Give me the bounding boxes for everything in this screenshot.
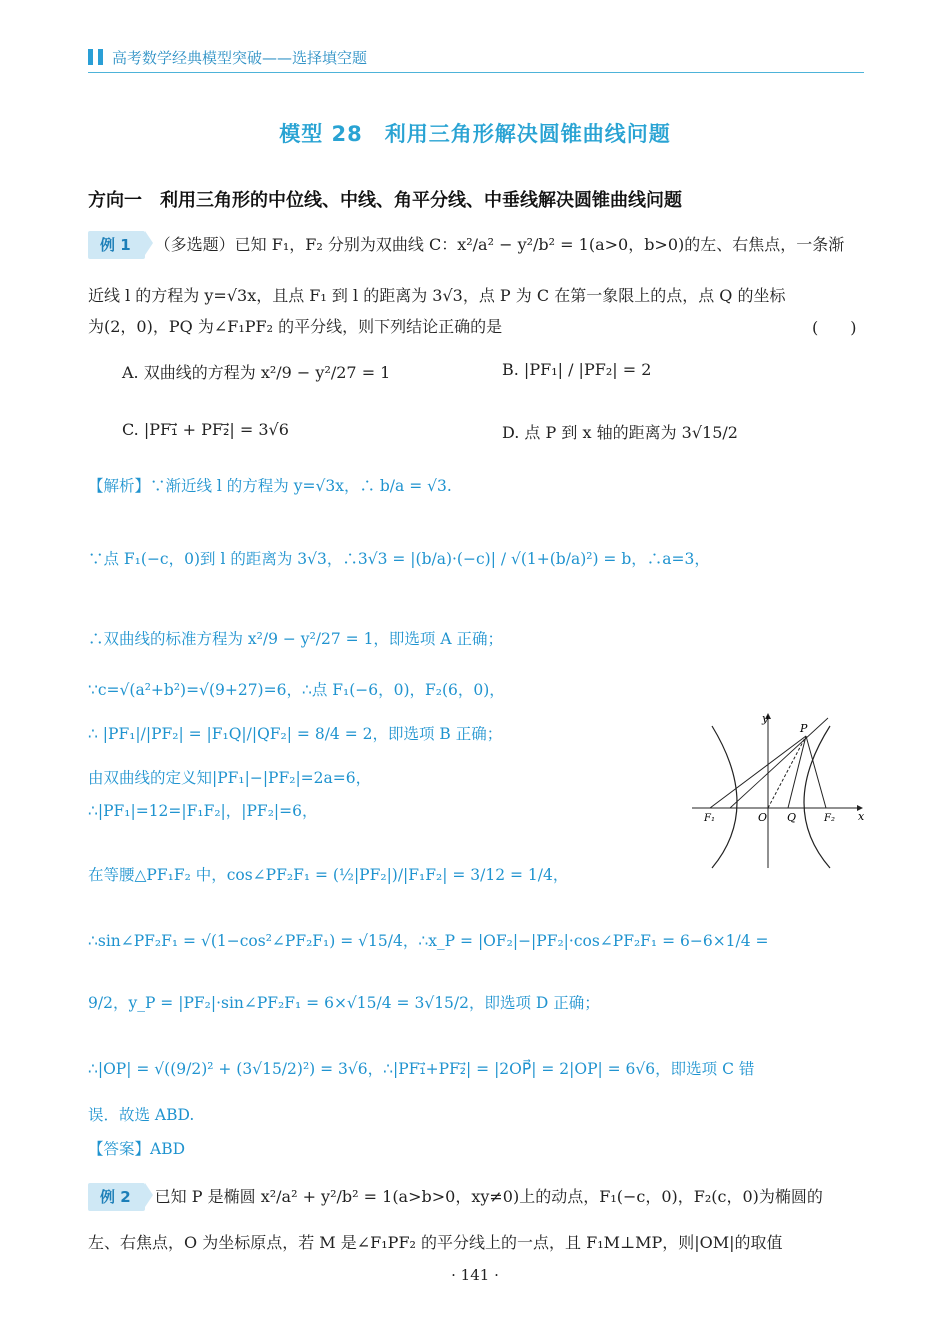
label-f1: F₁: [704, 813, 715, 824]
solution-line: ∵c=√(a²+b²)=√(9+27)=6，∴点 F₁(−6，0)，F₂(6，0)，: [88, 681, 505, 699]
example2-line2: 左、右焦点，O 为坐标原点，若 M 是∠F₁PF₂ 的平分线上的一点，且 F₁M⊥MP，则|OM|的取值: [88, 1233, 783, 1252]
page-number: · 141 ·: [451, 1266, 499, 1284]
solution-line: 9/2，y_P = |PF₂|·sin∠PF₂F₁ = 6×√15/4 = 3√15/2，即选项 D 正确；: [88, 994, 600, 1012]
segment-op: [768, 736, 806, 808]
page-header: [88, 44, 864, 73]
label-x: x: [858, 810, 865, 823]
example2-tag: 例 2: [88, 1183, 145, 1211]
solution-line: ∴|OP| = √((9/2)² + (3√15/2)²) = 3√6，∴|PF₁⃗+PF₂⃗| = |2OP⃗| = 2|OP| = 6√6，即选项 C 错: [88, 1060, 755, 1078]
example1-line3: 为(2，0)，PQ 为∠F₁PF₂ 的平分线，则下列结论正确的是: [88, 317, 503, 336]
solution-line: ∵点 F₁(−c，0)到 l 的距离为 3√3，∴3√3 = |(b/a)·(−c)| / √(1+(b/a)²) = b，∴a=3，: [88, 550, 710, 568]
solution-line: 【解析】∵渐近线 l 的方程为 y=√3x，∴ b/a = √3.: [88, 477, 452, 495]
header-title: 高考数学经典模型突破——选择填空题: [112, 49, 368, 67]
example1-line2: 近线 l 的方程为 y=√3x，且点 F₁ 到 l 的距离为 3√3，点 P 为 C 在第一象限上的点，点 Q 的坐标: [88, 286, 786, 305]
label-p: P: [800, 722, 808, 735]
solution-line: 误．故选 ABD.: [88, 1106, 195, 1124]
solution-line: ∴|PF₁|=12=|F₁F₂|，|PF₂|=6，: [88, 802, 318, 820]
model-title: 模型 28 利用三角形解决圆锥曲线问题: [279, 122, 671, 146]
label-q: Q: [787, 811, 797, 824]
answer-parentheses: ( ): [812, 318, 857, 337]
option-c: C. |PF₁⃗ + PF₂⃗| = 3√6: [122, 420, 289, 439]
example1-line1: 例 1 （多选题）已知 F₁，F₂ 分别为双曲线 C：x²/a² − y²/b² = 1(a>0，b>0)的左、右焦点，一条渐: [88, 231, 866, 259]
solution-line: ∴双曲线的标准方程为 x²/9 − y²/27 = 1，即选项 A 正确；: [88, 630, 503, 648]
solution-line: ∴sin∠PF₂F₁ = √(1−cos²∠PF₂F₁) = √15/4，∴x_P = |OF₂|−|PF₂|·cos∠PF₂F₁ = 6−6×1/4 =: [88, 932, 769, 950]
label-y: y: [762, 712, 769, 725]
solution-line: ∴ |PF₁|/|PF₂| = |F₁Q|/|QF₂| = 8/4 = 2，即选项 B 正确；: [88, 725, 503, 743]
answer-line: 【答案】ABD: [88, 1140, 186, 1158]
example2-line1: 例 2 已知 P 是椭圆 x²/a² + y²/b² = 1(a>b>0，xy≠0)上的动点，F₁(−c，0)，F₂(c，0)为椭圆的: [88, 1183, 866, 1211]
hyperbola-graph: [690, 708, 870, 873]
direction-heading: 方向一 利用三角形的中位线、中线、角平分线、中垂线解决圆锥曲线问题: [88, 190, 682, 211]
solution-line: 由双曲线的定义知|PF₁|−|PF₂|=2a=6，: [88, 769, 372, 787]
hyperbola-right-branch: [804, 726, 830, 868]
option-a: A. 双曲线的方程为 x²/9 − y²/27 = 1: [122, 363, 391, 382]
segment-pf1: [710, 736, 806, 808]
option-b: B. |PF₁| / |PF₂| = 2: [502, 360, 652, 379]
option-d: D. 点 P 到 x 轴的距离为 3√15/2: [502, 423, 738, 442]
example1-tag: 例 1: [88, 231, 145, 259]
solution-line: 在等腰△PF₁F₂ 中，cos∠PF₂F₁ = (½|PF₂|)/|F₁F₂| = 3/12 = 1/4，: [88, 866, 569, 884]
label-f2: F₂: [824, 813, 835, 824]
label-o: O: [758, 811, 768, 824]
header-bars-icon: [88, 49, 108, 69]
